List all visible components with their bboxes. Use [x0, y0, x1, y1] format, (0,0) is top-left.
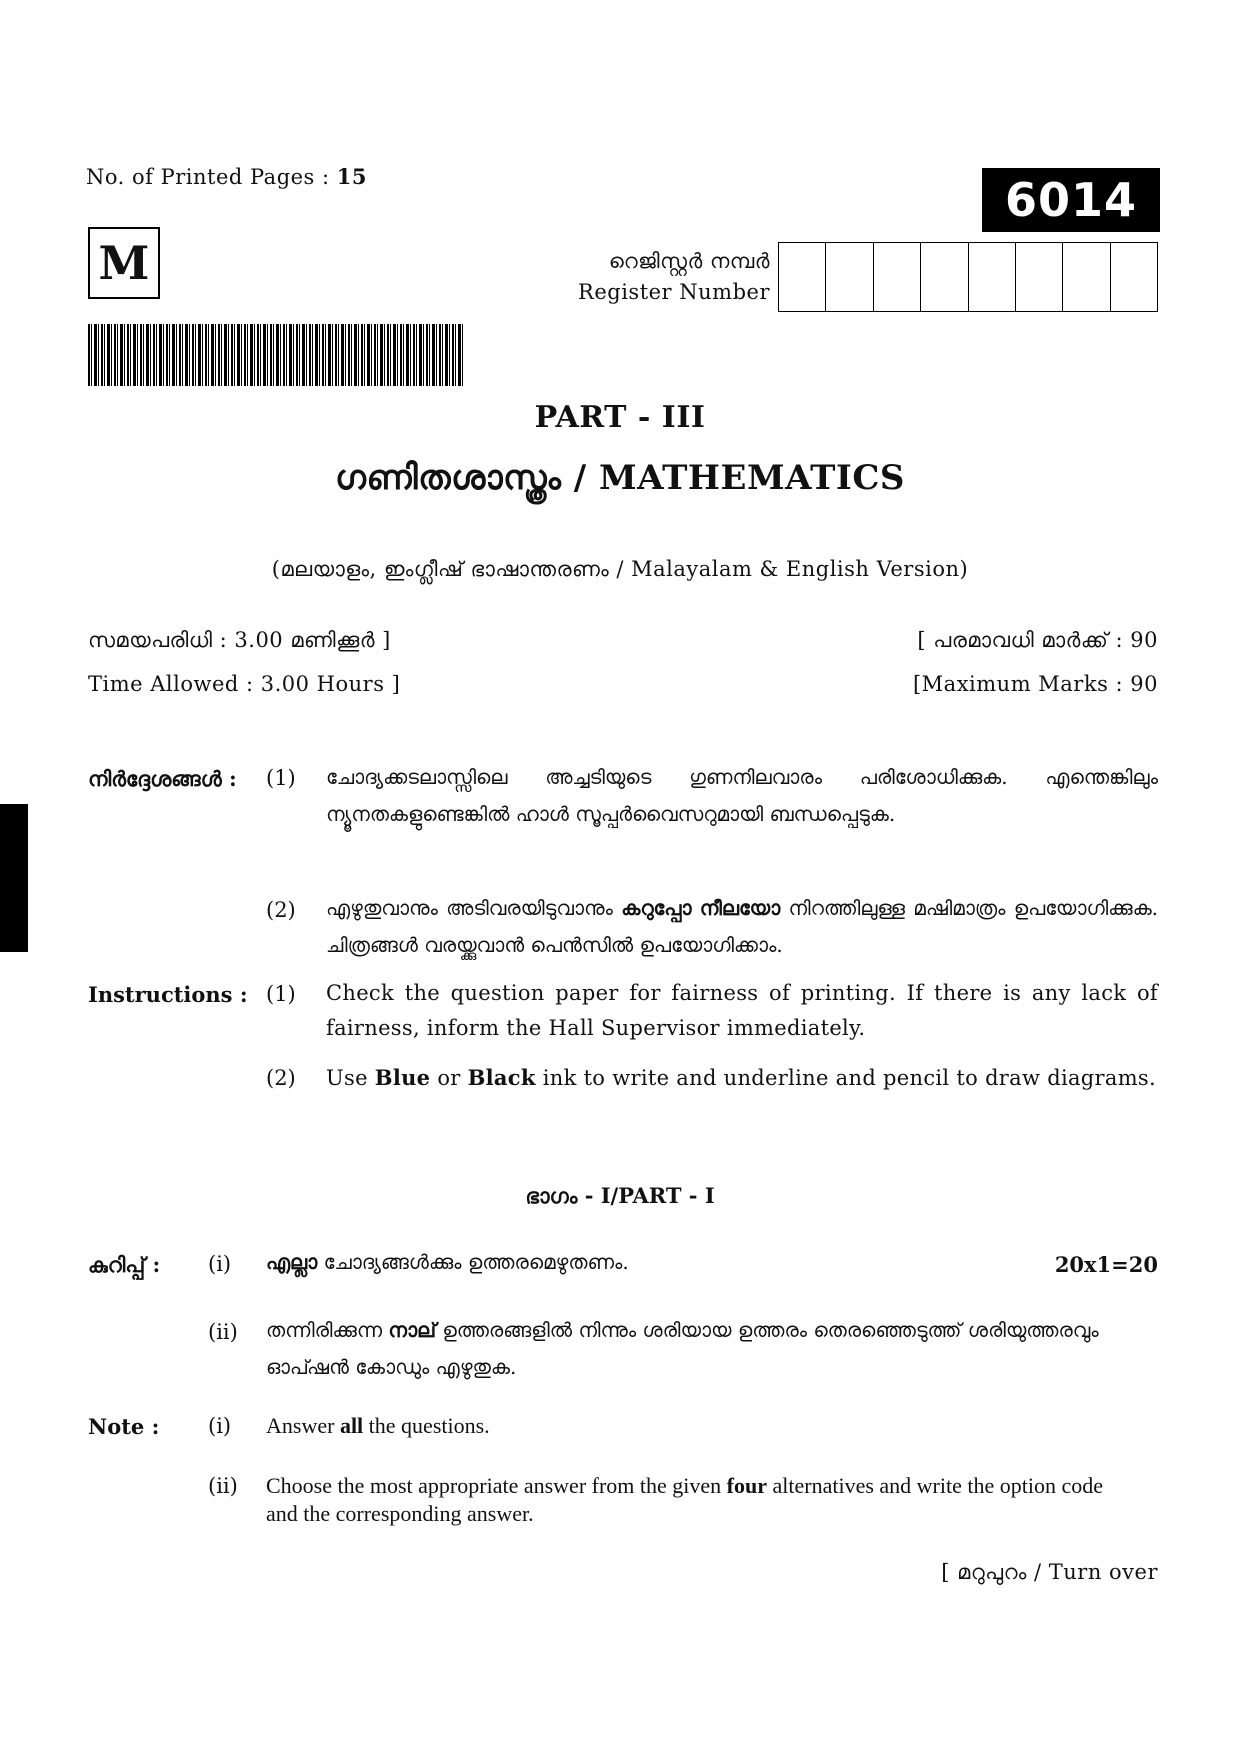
instruction-emphasis: Blue: [374, 1065, 431, 1090]
instruction-text: Use: [326, 1066, 375, 1090]
note-emphasis: നാല്: [388, 1318, 437, 1342]
paper-code: 6014: [1004, 173, 1138, 227]
note-text: Choose the most appropriate answer from the given: [266, 1473, 727, 1498]
instruction-en-num: (1): [266, 982, 296, 1006]
part-title: PART - III: [534, 400, 706, 435]
note-ml-1: [266, 1244, 966, 1281]
register-digit-cell[interactable]: [874, 243, 921, 311]
note-ml-num: (ii): [208, 1320, 238, 1344]
register-number-label: [578, 246, 770, 308]
note-text: the questions.: [363, 1413, 490, 1438]
register-digit-cell[interactable]: [826, 243, 873, 311]
instruction-emphasis: Black: [467, 1065, 536, 1090]
max-marks-en: [Maximum Marks : 90: [912, 672, 1158, 696]
note-emphasis: all: [339, 1413, 364, 1438]
barcode-image: [88, 324, 463, 386]
register-digit-cell[interactable]: [1111, 243, 1157, 311]
instruction-ml-1: ചോദ്യക്കടലാസ്സിലെ അച്ചടിയുടെ ഗുണനിലവാരം പരിശോധിക്കുക. എന്തെങ്കിലും ന്യൂനതകളുണ്ടെങ്കിൽ ഹാൾ സൂപ്പർവൈസറുമായി ബന്ധപ്പെടുക.: [326, 765, 1158, 826]
register-label-en: Register Number: [578, 280, 770, 304]
subject-title: ഗണിതശാസ്ത്രം / MATHEMATICS: [335, 458, 905, 498]
set-letter-box: [88, 227, 160, 299]
instruction-text: [691, 896, 699, 920]
register-number-grid[interactable]: [778, 242, 1158, 312]
note-text: alternatives and write the option code and the corresponding answer.: [266, 1473, 1103, 1526]
printed-pages-label: No. of Printed Pages :: [86, 165, 330, 189]
instruction-en-2: [326, 1060, 1158, 1096]
set-letter: M: [98, 236, 150, 290]
paper-code-badge: [982, 168, 1160, 232]
note-emphasis: four: [726, 1473, 767, 1498]
printed-pages-value: 15: [336, 164, 368, 189]
note-ml-2: [266, 1312, 1106, 1386]
register-digit-cell[interactable]: [969, 243, 1016, 311]
turn-over-note: [ മറുപുറം / Turn over: [941, 1560, 1158, 1584]
instruction-text: എഴുതുവാനും അടിവരയിടുവാനും: [326, 896, 622, 920]
version-line: (മലയാളം, ഇംഗ്ലീഷ് ഭാഷാന്തരണം / Malayalam & English Version): [271, 557, 969, 581]
note-en-num: (ii): [208, 1474, 238, 1498]
note-ml-label: കുറിപ്പ് :: [88, 1252, 161, 1277]
note-en-num: (i): [208, 1414, 232, 1438]
instruction-text: നിറത്തിലുള്ള മഷിമാത്രം ഉപയോഗിക്കുക. ചിത്രങ്ങൾ വരയ്ക്കുവാൻ പെൻസിൽ ഉപയോഗിക്കാം.: [326, 896, 1159, 957]
time-allowed-ml: സമയപരിധി : 3.00 മണിക്കൂർ ]: [88, 628, 391, 652]
instruction-emphasis: കറുപ്പോ: [621, 896, 692, 920]
note-text: ഉത്തരങ്ങളിൽ നിന്നും ശരിയായ ഉത്തരം തെരഞ്ഞെടുത്ത് ശരിയുത്തരവും ഓപ്ഷൻ കോഡും എഴുതുക.: [266, 1318, 1099, 1379]
instruction-ml-num: (2): [266, 898, 296, 922]
max-marks-ml: [ പരമാവധി മാർക്ക് : 90: [917, 628, 1158, 652]
instruction-text: or: [430, 1066, 468, 1090]
register-digit-cell[interactable]: [921, 243, 968, 311]
register-digit-cell[interactable]: [779, 243, 826, 311]
time-allowed-en: Time Allowed : 3.00 Hours ]: [88, 672, 401, 696]
instructions-ml-label: നിർദ്ദേശങ്ങൾ :: [88, 766, 237, 791]
instruction-en-1: Check the question paper for fairness of printing. If there is any lack of fairness, inform the Hall Supervisor immediately.: [326, 981, 1158, 1040]
section-heading: ഭാഗം - I/PART - I: [525, 1183, 715, 1208]
instruction-en-num: (2): [266, 1066, 296, 1090]
marks-distribution: 20x1=20: [1054, 1252, 1158, 1277]
note-en-2: [266, 1472, 1116, 1528]
instruction-text: ink to write and underline and pencil to draw diagrams.: [535, 1066, 1156, 1090]
instruction-emphasis: നീലയോ: [699, 896, 781, 920]
note-text: തന്നിരിക്കുന്ന: [266, 1318, 389, 1342]
instruction-ml-num: (1): [266, 766, 296, 790]
note-emphasis: എല്ലാ: [266, 1250, 318, 1274]
page-edge-mark: [0, 804, 28, 952]
register-digit-cell[interactable]: [1063, 243, 1110, 311]
register-digit-cell[interactable]: [1016, 243, 1063, 311]
note-text: Answer: [266, 1413, 340, 1438]
note-en-1: [266, 1412, 1116, 1440]
register-label-ml: റെജിസ്റ്റർ നമ്പർ: [608, 249, 770, 273]
instruction-ml-2: [326, 890, 1158, 964]
note-ml-num: (i): [208, 1252, 232, 1276]
instructions-en-label: Instructions :: [88, 982, 248, 1007]
note-text: ചോദ്യങ്ങൾക്കും ഉത്തരമെഴുതണം.: [317, 1250, 629, 1274]
printed-pages: [86, 164, 367, 189]
note-en-label: Note :: [88, 1414, 160, 1439]
